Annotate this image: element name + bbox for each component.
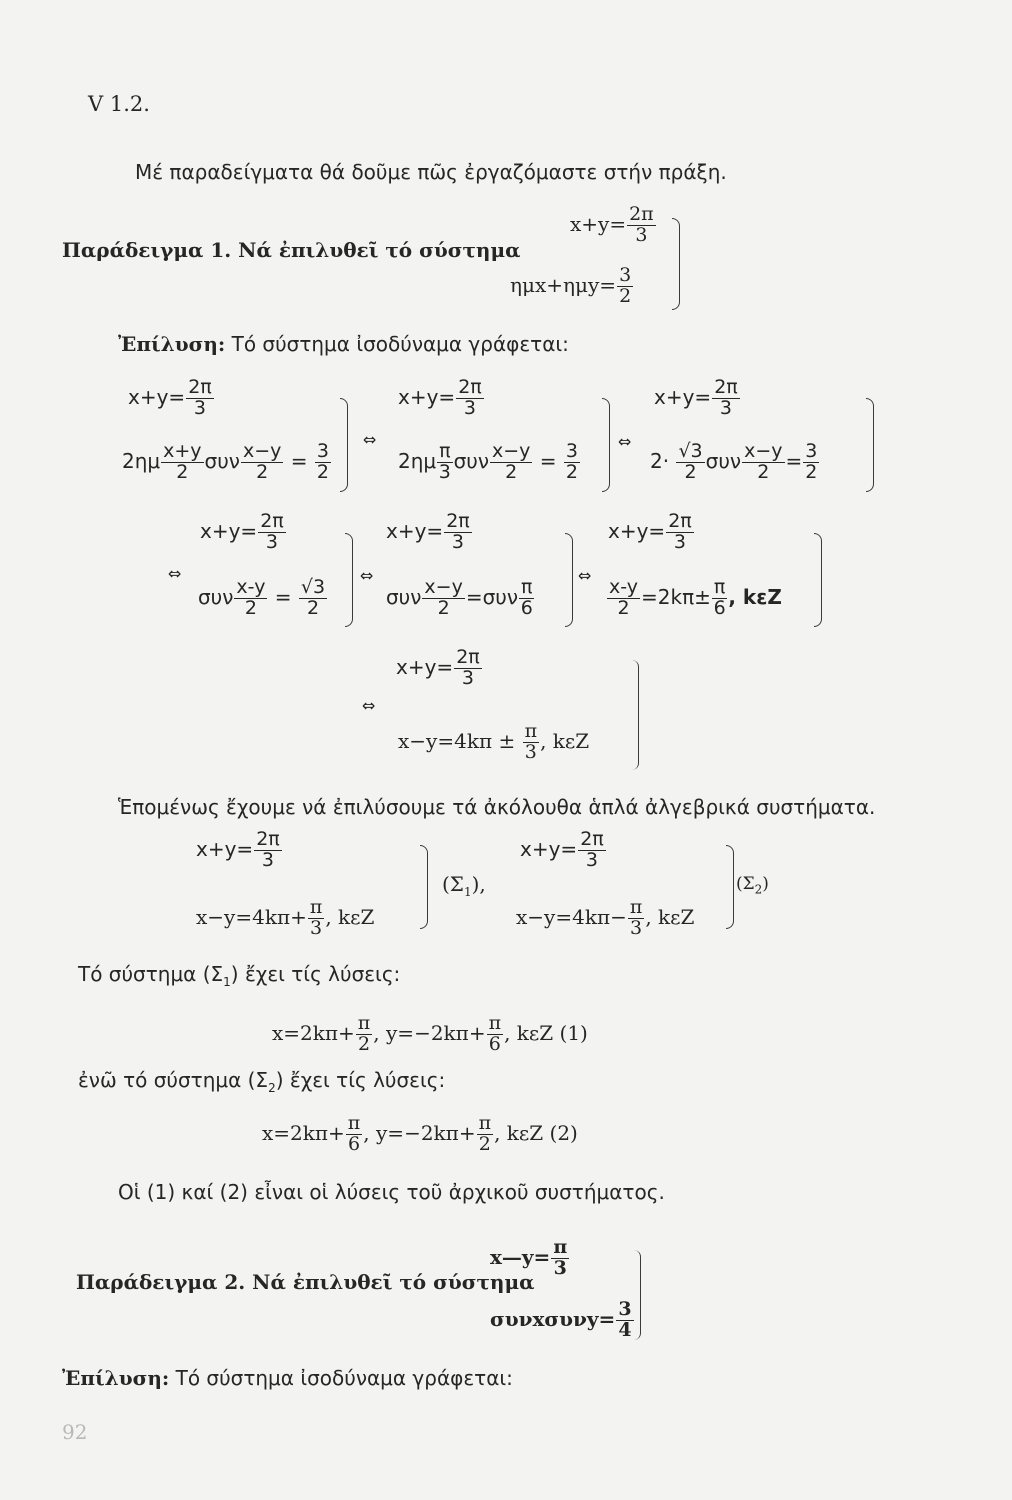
system-1-eq2: x−y=4kπ+ $\frac{\pi}{3}$ , kεZ xyxy=(196,896,375,939)
derivation-1c-eq2: 2· $\frac{√3}{2}$ συν $\frac{x-y}{2}$ = $\frac{3}{2}$ xyxy=(650,440,818,483)
example-1-equation-2: ημx+ημy= $\frac{3}{2}$ xyxy=(510,264,632,307)
system-2-label: $(\Sigma_2)$ xyxy=(736,874,769,897)
system-2-eq1: x+y= $\frac{2\pi}{3}$ xyxy=(520,828,604,871)
derivation-2b-eq2: συν $\frac{x-y}{2}$ =συν $\frac{\pi}{6}$ xyxy=(386,576,533,619)
example-2-equation-2: συνxσυνy= $\frac{3}{4}$ xyxy=(490,1298,632,1341)
brace-1c xyxy=(866,398,874,492)
iff-arrow-2: ⇔ xyxy=(618,432,632,451)
derivation-1a-eq1: x+y= $\frac{2\pi}{3}$ xyxy=(128,376,212,419)
derivation-1c-eq1: x+y= $\frac{2\pi}{3}$ xyxy=(654,376,738,419)
solution-line-2: x=2kπ+ $\frac{\pi}{6}$ , y=−2kπ+ $\frac{\pi}{2}$ , kεZ (2) xyxy=(262,1112,578,1155)
derivation-1b-eq2: 2ημ $\frac{\pi}{3}$ συν $\frac{x-y}{2}$ = $\frac{3}{2}$ xyxy=(398,440,578,483)
derivation-2c-eq2: $\frac{x-y}{2}$ =2kπ± $\frac{\pi}{6}$ , kεZ xyxy=(609,576,782,619)
system-2-brace xyxy=(726,845,734,929)
hence-text: Ἑπομένως ἔχουμε νά ἐπιλύσουμε τά ἀκόλουθα ἁπλά ἀλγεβρικά συστήματα. xyxy=(118,795,876,819)
derivation-2c-eq1: x+y= $\frac{2\pi}{3}$ xyxy=(608,510,692,553)
system-1-solutions-text: Τό σύστημα $(\Sigma_1)$ ἔχει τίς λύσεις: xyxy=(78,962,401,989)
example-2-label: Παράδειγμα 2. Νά ἐπιλυθεῖ τό σύστημα xyxy=(76,1270,535,1294)
derivation-3-eq1: x+y= $\frac{2\pi}{3}$ xyxy=(396,646,480,689)
iff-arrow-1: ⇔ xyxy=(363,430,377,449)
brace-1b xyxy=(602,398,610,492)
iff-arrow-6: ⇔ xyxy=(362,696,376,715)
example-1-brace xyxy=(672,218,680,310)
example-2-brace xyxy=(634,1250,641,1340)
brace-2c xyxy=(814,533,822,627)
derivation-1b-eq1: x+y= $\frac{2\pi}{3}$ xyxy=(398,376,482,419)
derivation-2a-eq2: συν $\frac{x-y}{2}$ = $\frac{√3}{2}$ xyxy=(198,576,326,619)
example-2-equation-1: x—y= $\frac{\pi}{3}$ xyxy=(490,1236,568,1279)
example-1-equation-1: x+y= $\frac{2\pi}{3}$ xyxy=(570,203,654,246)
solution-2-line: Ἐπίλυση: Τό σύστημα ἰσοδύναμα γράφεται: xyxy=(62,1366,513,1390)
derivation-3-eq2: x−y=4kπ ± $\frac{\pi}{3}$ , kεZ xyxy=(398,720,590,763)
brace-3 xyxy=(632,660,639,770)
system-1-eq1: x+y= $\frac{2\pi}{3}$ xyxy=(196,828,280,871)
iff-arrow-4: ⇔ xyxy=(360,566,374,585)
brace-1a xyxy=(340,398,348,492)
section-number: V 1.2. xyxy=(88,92,150,116)
system-2-eq2: x−y=4kπ− $\frac{\pi}{3}$ , kεZ xyxy=(516,896,695,939)
solution-1-line: Ἐπίλυση: Τό σύστημα ἰσοδύναμα γράφεται: xyxy=(118,332,569,356)
derivation-2b-eq1: x+y= $\frac{2\pi}{3}$ xyxy=(386,510,470,553)
page-number: 92 xyxy=(62,1420,88,1444)
derivation-1a-eq2: 2ημ $\frac{x+y}{2}$ συν $\frac{x-y}{2}$ = $\frac{3}{2}$ xyxy=(122,440,329,483)
system-1-label: $(\Sigma_1)$, xyxy=(442,872,486,899)
derivation-2a-eq1: x+y= $\frac{2\pi}{3}$ xyxy=(200,510,284,553)
conclusion-text: Οἱ (1) καί (2) εἶναι οἱ λύσεις τοῦ ἀρχικοῦ συστήματος. xyxy=(118,1180,665,1204)
iff-arrow-3: ⇔ xyxy=(168,564,182,583)
brace-2b xyxy=(565,533,573,627)
system-1-brace xyxy=(420,845,428,929)
intro-text: Μέ παραδείγματα θά δοῦμε πῶς ἐργαζόμαστε στήν πράξη. xyxy=(135,160,727,184)
brace-2a xyxy=(345,533,353,627)
system-2-solutions-text: ἐνῶ τό σύστημα $(\Sigma_2)$ ἔχει τίς λύσεις: xyxy=(78,1068,446,1095)
example-1-label: Παράδειγμα 1. Νά ἐπιλυθεῖ τό σύστημα xyxy=(62,238,521,262)
iff-arrow-5: ⇔ xyxy=(578,566,592,585)
solution-line-1: x=2kπ+ $\frac{\pi}{2}$ , y=−2kπ+ $\frac{\pi}{6}$ , kεZ (1) xyxy=(272,1012,588,1055)
